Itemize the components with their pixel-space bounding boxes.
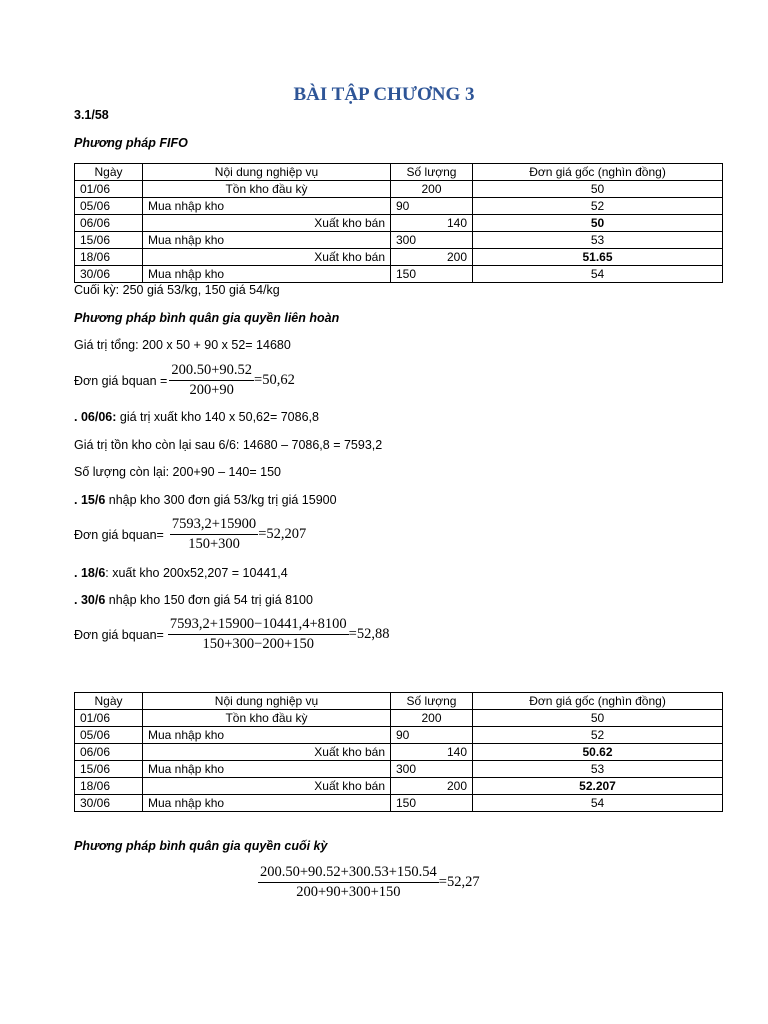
cell-price: 53 [473,232,723,249]
header-description: Nội dung nghiệp vụ [143,693,391,710]
cell-price: 50.62 [473,744,723,761]
table-row [75,744,723,761]
cell-description: Xuất kho bán [143,249,391,266]
cell-description: Xuất kho bán [143,744,391,761]
table-row [75,727,723,744]
formula-result: =52,207 [258,526,307,542]
cell-price: 50 [473,181,723,198]
cell-description: Mua nhập kho [143,727,391,744]
table-row [75,232,723,249]
table-row [75,249,723,266]
remaining-quantity-line: Số lượng còn lại: 200+90 – 140= 150 [74,465,282,479]
cell-description: Tồn kho đầu kỳ [143,710,391,727]
cell-quantity: 200 [391,778,473,795]
header-date: Ngày [75,164,143,181]
denominator: 150+300−200+150 [202,636,315,652]
table-row [75,778,723,795]
cell-date: 01/06 [75,181,143,198]
periodic-average-heading: Phương pháp bình quân gia quyền cuối kỳ [74,839,328,853]
cell-price: 52.207 [473,778,723,795]
table-row [75,266,723,283]
cell-date: 05/06 [75,198,143,215]
cell-description: Tồn kho đầu kỳ [143,181,391,198]
formula-unit-price-3 [74,616,389,653]
denominator: 200+90 [189,382,234,398]
table-row [75,181,723,198]
cell-date: 30/06 [75,795,143,812]
cell-date: 06/06 [75,744,143,761]
step-date: . 15/6 [74,493,106,507]
cell-price: 50 [473,215,723,232]
table-row [75,795,723,812]
formula-label: Đơn giá bquan= [74,627,164,642]
cell-quantity: 150 [391,266,473,283]
cell-quantity: 140 [391,215,473,232]
header-quantity: Số lượng [391,164,473,181]
formula-result: =52,27 [438,874,480,890]
fraction [170,516,258,553]
moving-average-table [74,692,723,812]
cell-date: 18/06 [75,778,143,795]
formula-unit-price-1 [74,362,295,399]
cell-quantity: 200 [391,181,473,198]
fraction [169,362,254,399]
cell-description: Mua nhập kho [143,761,391,778]
table-row [75,215,723,232]
cell-price: 52 [473,727,723,744]
header-quantity: Số lượng [391,693,473,710]
total-value-line: Giá trị tổng: 200 x 50 + 90 x 52= 14680 [74,338,291,352]
denominator: 150+300 [188,536,240,552]
step-date: . 30/6 [74,593,106,607]
remaining-value-line: Giá trị tồn kho còn lại sau 6/6: 14680 – 7086,8 = 7593,2 [74,438,383,452]
fifo-ending-inventory: Cuối kỳ: 250 giá 53/kg, 150 giá 54/kg [74,283,280,297]
cell-quantity: 90 [391,727,473,744]
cell-price: 54 [473,795,723,812]
numerator: 7593,2+15900 [170,516,258,535]
formula-label: Đơn giá bquan = [74,373,168,388]
cell-price: 51.65 [473,249,723,266]
cell-date: 15/06 [75,232,143,249]
cell-description: Mua nhập kho [143,266,391,283]
formula-label: Đơn giá bquan= [74,527,164,542]
cell-price: 52 [473,198,723,215]
header-unit-price: Đơn giá gốc (nghìn đồng) [473,164,723,181]
numerator: 7593,2+15900−10441,4+8100 [168,616,349,635]
formula-result: =52,88 [348,626,390,642]
cell-price: 50 [473,710,723,727]
header-description: Nội dung nghiệp vụ [143,164,391,181]
step-0606 [74,410,319,425]
cell-description: Xuất kho bán [143,215,391,232]
page-title: BÀI TẬP CHƯƠNG 3 [293,84,475,105]
cell-quantity: 200 [391,249,473,266]
step-text: giá trị xuất kho 140 x 50,62= 7086,8 [116,410,319,424]
table-row [75,198,723,215]
cell-quantity: 150 [391,795,473,812]
header-date: Ngày [75,693,143,710]
cell-description: Mua nhập kho [143,232,391,249]
table-header-row [75,164,723,181]
step-date: . 06/06: [74,410,117,424]
cell-date: 06/06 [75,215,143,232]
table-row [75,761,723,778]
numerator: 200.50+90.52+300.53+150.54 [258,864,439,883]
moving-average-heading: Phương pháp bình quân gia quyền liên hoàn [74,311,340,325]
cell-price: 53 [473,761,723,778]
cell-price: 54 [473,266,723,283]
step-text: nhập kho 150 đơn giá 54 trị giá 8100 [105,593,313,607]
step-date: . 18/6 [74,566,106,580]
step-1506 [74,493,337,508]
fifo-table [74,163,723,283]
step-text: nhập kho 300 đơn giá 53/kg trị giá 15900 [105,493,337,507]
table-header-row [75,693,723,710]
fifo-heading: Phương pháp FIFO [74,136,188,150]
cell-description: Mua nhập kho [143,198,391,215]
cell-description: Xuất kho bán [143,778,391,795]
header-unit-price: Đơn giá gốc (nghìn đồng) [473,693,723,710]
cell-description: Mua nhập kho [143,795,391,812]
formula-result: =50,62 [254,372,295,388]
numerator: 200.50+90.52 [169,362,254,381]
cell-date: 30/06 [75,266,143,283]
step-text: : xuất kho 200x52,207 = 10441,4 [105,566,288,580]
formula-unit-price-2 [74,516,306,553]
table-row [75,710,723,727]
fraction [168,616,349,653]
step-1806 [74,566,288,581]
cell-date: 15/06 [75,761,143,778]
exercise-number: 3.1/58 [74,108,109,122]
cell-quantity: 300 [391,761,473,778]
fraction [258,864,439,901]
denominator: 200+90+300+150 [296,884,401,900]
cell-date: 18/06 [75,249,143,266]
cell-quantity: 140 [391,744,473,761]
cell-quantity: 200 [391,710,473,727]
cell-date: 01/06 [75,710,143,727]
cell-quantity: 300 [391,232,473,249]
cell-date: 05/06 [75,727,143,744]
step-3006 [74,593,313,608]
cell-quantity: 90 [391,198,473,215]
formula-periodic-average [258,864,480,901]
